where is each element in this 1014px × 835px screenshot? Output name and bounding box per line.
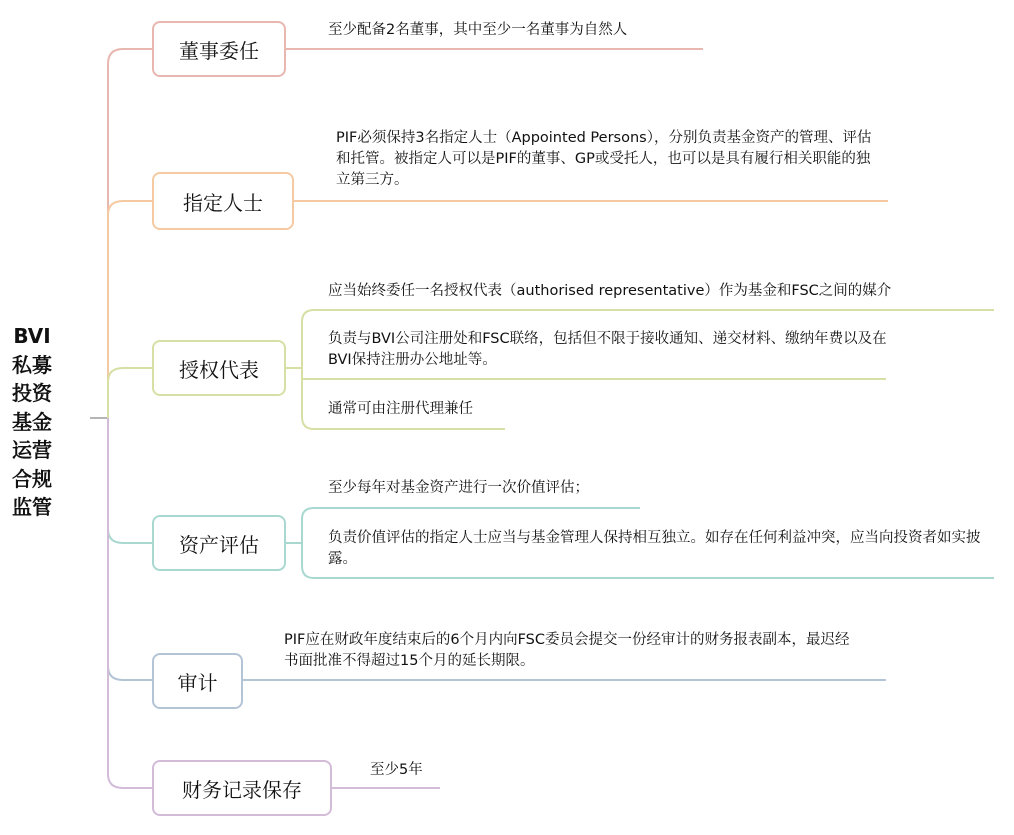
root-title-line: 监管 <box>12 495 52 519</box>
branch-box-directors[interactable]: 董事委任 <box>152 21 286 77</box>
root-title-line: 投资 <box>12 381 52 405</box>
root-title-line: BVI <box>13 324 51 348</box>
branch-box-record-keeping[interactable]: 财务记录保存 <box>152 760 332 816</box>
branch-box-audit[interactable]: 审计 <box>152 653 243 709</box>
root-title-line: 基金 <box>12 409 52 434</box>
note-audit: PIF应在财政年度结束后的6个月内向FSC委员会提交一份经审计的财务报表副本，最迟经书面批准不得超过15个月的延长期限。 <box>284 632 850 669</box>
note-authorised-rep-1: 应当始终委任一名授权代表（authorised representative）作为基金和FSC之间的媒介 <box>328 283 892 299</box>
branch-box-designated-persons[interactable]: 指定人士 <box>152 172 294 230</box>
branch-box-valuation[interactable]: 资产评估 <box>152 515 286 571</box>
root-title-line: 合规 <box>12 466 52 491</box>
trunk-zhiding <box>108 201 153 418</box>
note-valuation-2: 负责价值评估的指定人士应当与基金管理人保持相互独立。如存在任何利益冲突，应当向投资者如实披露。 <box>328 530 981 567</box>
note-record-keeping: 至少5年 <box>370 762 423 778</box>
root-title-line: 私募 <box>12 352 52 377</box>
note-designated-persons: PIF必须保持3名指定人士（Appointed Persons），分别负责基金资产的管理、评估和托管。被指定人可以是PIF的董事、GP或受托人，也可以是具有履行相关职能的独立第三方。 <box>336 130 872 188</box>
trunk-pinggu <box>108 418 153 543</box>
note-directors: 至少配备2名董事，其中至少一名董事为自然人 <box>328 22 628 38</box>
note-authorised-rep-3: 通常可由注册代理兼任 <box>328 401 473 417</box>
note-valuation-1: 至少每年对基金资产进行一次价值评估； <box>328 480 589 496</box>
trunk-dongshi <box>108 49 153 418</box>
trunk-shouquan <box>108 368 153 418</box>
note-authorised-rep-2: 负责与BVI公司注册处和FSC联络，包括但不限于接收通知、递交材料、缴纳年费以及在BVI保持注册办公地址等。 <box>328 331 887 368</box>
root-title <box>2 322 62 522</box>
root-title-line: 运营 <box>12 438 52 462</box>
trunk-jilu <box>108 418 153 788</box>
branch-box-authorised-rep[interactable]: 授权代表 <box>152 340 286 396</box>
trunk-shenji <box>108 418 153 680</box>
